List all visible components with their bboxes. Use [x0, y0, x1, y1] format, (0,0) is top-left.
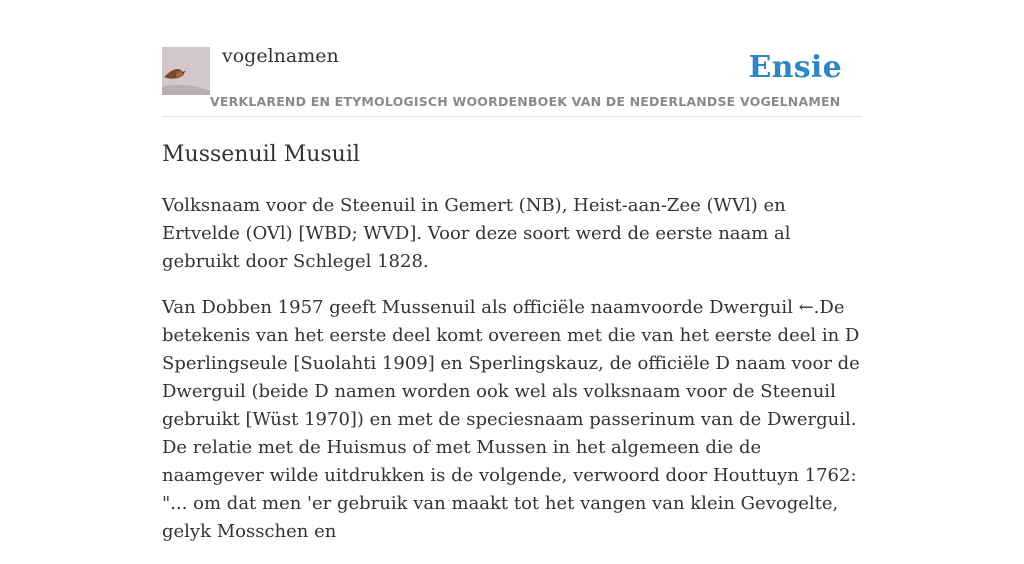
blog-name-link[interactable]: vogelnamen	[222, 45, 339, 67]
article-title: Mussenuil Musuil	[162, 142, 360, 167]
ensie-logo-link[interactable]: Ensie	[748, 50, 842, 85]
article-content	[162, 138, 862, 564]
article-paragraph: Van Dobben 1957 geeft Mussenuil als officiële naamvoorde Dwerguil ←.De betekenis van het eerste deel komt overeen met die van het eerste deel in D Sperlingseule [Suolahti 1909] en Sperlingskauz, de officiële D naam voor de Dwerguil (beide D namen worden ook wel als volksnaam voor de Steenuil gebruikt [Wüst 1970]) en met de speciesnaam passerinum van de Dwerguil. De relatie met de Huismus of met Mussen in het algemeen die de naamgever wilde uitdrukken is de volgende, verwoord door Houttuyn 1762: "... om dat men 'er gebruik van maakt tot het vangen van klein Gevogelte, gelyk Mosschen en	[162, 297, 860, 542]
site-header	[162, 0, 862, 117]
blog-avatar[interactable]	[162, 47, 210, 95]
article-paragraph: Volksnaam voor de Steenuil in Gemert (NB), Heist-aan-Zee (WVl) en Ertvelde (OVl) [WBD; WVD]. Voor deze soort werd de eerste naam al gebruikt door Schlegel 1828.	[162, 195, 791, 272]
blog-subtitle: VERKLAREND EN ETYMOLOGISCH WOORDENBOEK VAN DE NEDERLANDSE VOGELNAMEN	[210, 94, 841, 109]
bird-photo-icon	[162, 47, 210, 95]
